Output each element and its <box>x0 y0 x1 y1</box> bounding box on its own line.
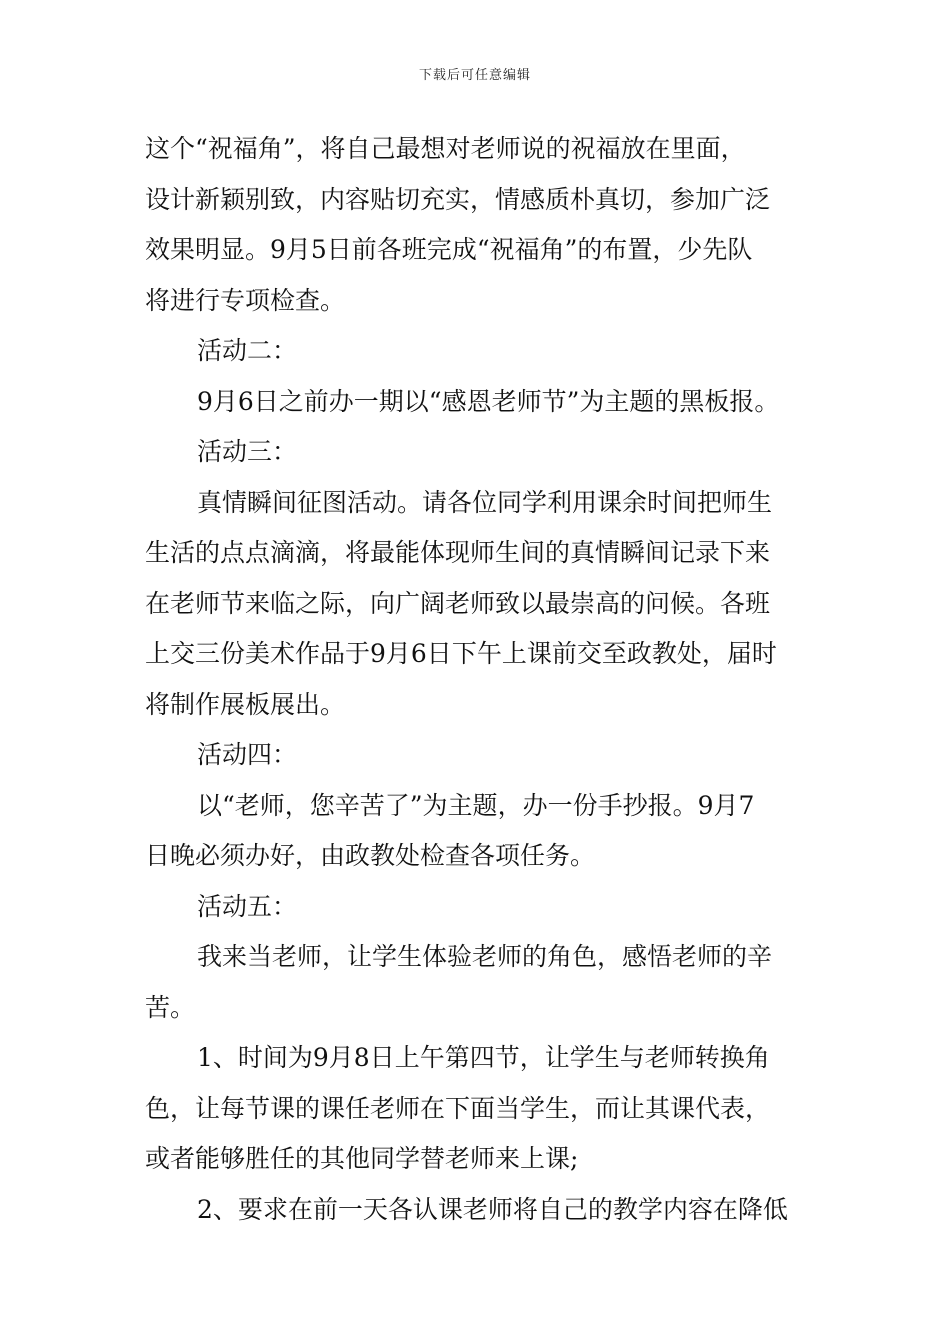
document-body <box>145 124 815 1235</box>
text-line: 这个“祝福角”，将自己最想对老师说的祝福放在里面， <box>145 134 746 163</box>
text-line: 1、时间为9月8日上午第四节，让学生与老师转换角 <box>197 1043 770 1072</box>
text-line: 生活的点点滴滴，将最能体现师生间的真情瞬间记录下来 <box>145 538 771 567</box>
text-line: 日晚必须办好，由政教处检查各项任务。 <box>145 841 596 870</box>
activity-5-body <box>145 932 815 1033</box>
text-line: 苦。 <box>145 992 196 1022</box>
text-line: 我来当老师，让学生体验老师的角色，感悟老师的辛 <box>197 942 773 971</box>
activity-2-heading <box>145 326 815 377</box>
text-line: 活动二： <box>197 336 298 365</box>
text-line: 2、要求在前一天各认课老师将自己的教学内容在降低 <box>197 1194 788 1224</box>
text-line: 效果明显。9月5日前各班完成“祝福角”的布置，少先队 <box>145 235 753 264</box>
text-line: 活动五： <box>197 891 298 921</box>
activity-3-heading <box>145 427 815 478</box>
text-line: 将制作展板展出。 <box>145 689 346 719</box>
text-line: 真情瞬间征图活动。请各位同学利用课余时间把师生 <box>197 487 773 517</box>
text-line: 在老师节来临之际，向广阔老师致以最崇高的问候。各班 <box>145 588 771 618</box>
page-header-note: 下载后可任意编辑 <box>418 68 531 83</box>
activity-2-body <box>145 377 815 428</box>
item-2 <box>145 1185 815 1236</box>
activity-4-body <box>145 781 815 882</box>
item-1 <box>145 1033 815 1185</box>
activity-3-body <box>145 478 815 731</box>
text-line: 9月6日之前办一期以“感恩老师节”为主题的黑板报。 <box>197 386 780 416</box>
text-line: 色，让每节课的课任老师在下面当学生，而让其课代表， <box>145 1093 771 1123</box>
text-line: 以“老师，您辛苦了”为主题，办一份手抄报。9月7 <box>197 790 755 820</box>
text-line: 或者能够胜任的其他同学替老师来上课; <box>145 1144 579 1173</box>
text-line: 活动四： <box>197 740 298 769</box>
text-line: 设计新颖别致，内容贴切充实，情感质朴真切，参加广泛 <box>145 184 771 214</box>
text-line: 活动三： <box>197 437 298 466</box>
paragraph-1 <box>145 124 815 326</box>
activity-4-heading <box>145 730 815 781</box>
text-line: 上交三份美术作品于9月6日下午上课前交至政教处，届时 <box>145 639 777 668</box>
text-line: 将进行专项检查。 <box>145 285 346 315</box>
activity-5-heading <box>145 882 815 933</box>
